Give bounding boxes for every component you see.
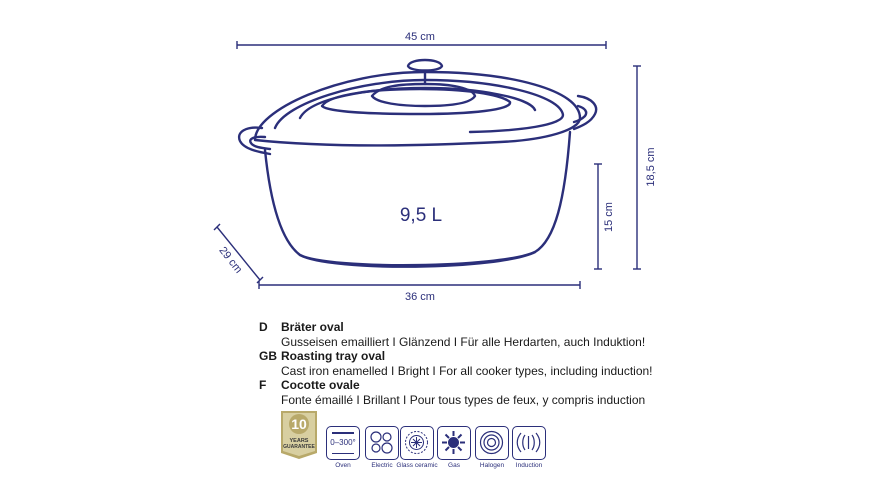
height-total-label: 18,5 cm — [645, 147, 657, 187]
product-title: Cocotte ovale — [281, 378, 360, 393]
guarantee-line1: YEARS — [289, 438, 309, 444]
glass-ceramic-label: Glass ceramic — [396, 462, 438, 469]
heat-source-badges — [279, 405, 569, 475]
product-title: Roasting tray oval — [281, 349, 386, 364]
induction-icon — [512, 426, 546, 460]
width-top-label: 45 cm — [405, 31, 435, 43]
oven-temperature: 0–300° — [330, 438, 356, 447]
language-code: F — [259, 378, 267, 393]
gas-label: Gas — [448, 462, 460, 469]
description-text-gb: Cast iron enamelled I Bright I For all cooker types, including induction! — [281, 363, 653, 378]
glass-ceramic-icon — [400, 426, 434, 460]
halogen-icon — [475, 426, 509, 460]
description-text-de: Gusseisen emailliert I Glänzend I Für alle Herdarten, auch Induktion! — [281, 334, 646, 349]
lid-ring-inner — [322, 89, 510, 114]
electric-hob-icon — [365, 426, 399, 460]
knob — [408, 60, 442, 71]
guarantee-line2: GUARANTEE — [283, 444, 315, 450]
gas-icon — [437, 426, 471, 460]
description-text-fr: Fonte émaillé I Brillant I Pour tous types de feux, y compris induction — [281, 392, 646, 407]
oven-icon — [326, 426, 360, 460]
height-body-label: 15 cm — [603, 202, 615, 232]
volume-label: 9,5 L — [399, 205, 443, 226]
product-title: Bräter oval — [281, 320, 344, 334]
description-title-fr — [259, 378, 653, 393]
oven-label: Oven — [335, 462, 351, 469]
depth-label: 29 cm — [216, 244, 245, 276]
guarantee-badge — [279, 405, 319, 460]
language-code: D — [259, 320, 268, 334]
pot-body — [265, 132, 570, 265]
induction-label: Induction — [515, 462, 543, 469]
halogen-label: Halogen — [479, 462, 505, 469]
product-descriptions — [259, 320, 653, 408]
guarantee-number: 10 — [291, 416, 307, 432]
language-code: GB — [259, 349, 277, 364]
electric-label: Electric — [371, 462, 393, 469]
description-title-de — [259, 320, 653, 335]
roaster-drawing — [239, 60, 596, 267]
description-title-gb — [259, 349, 653, 364]
width-bottom-label: 36 cm — [405, 291, 435, 303]
